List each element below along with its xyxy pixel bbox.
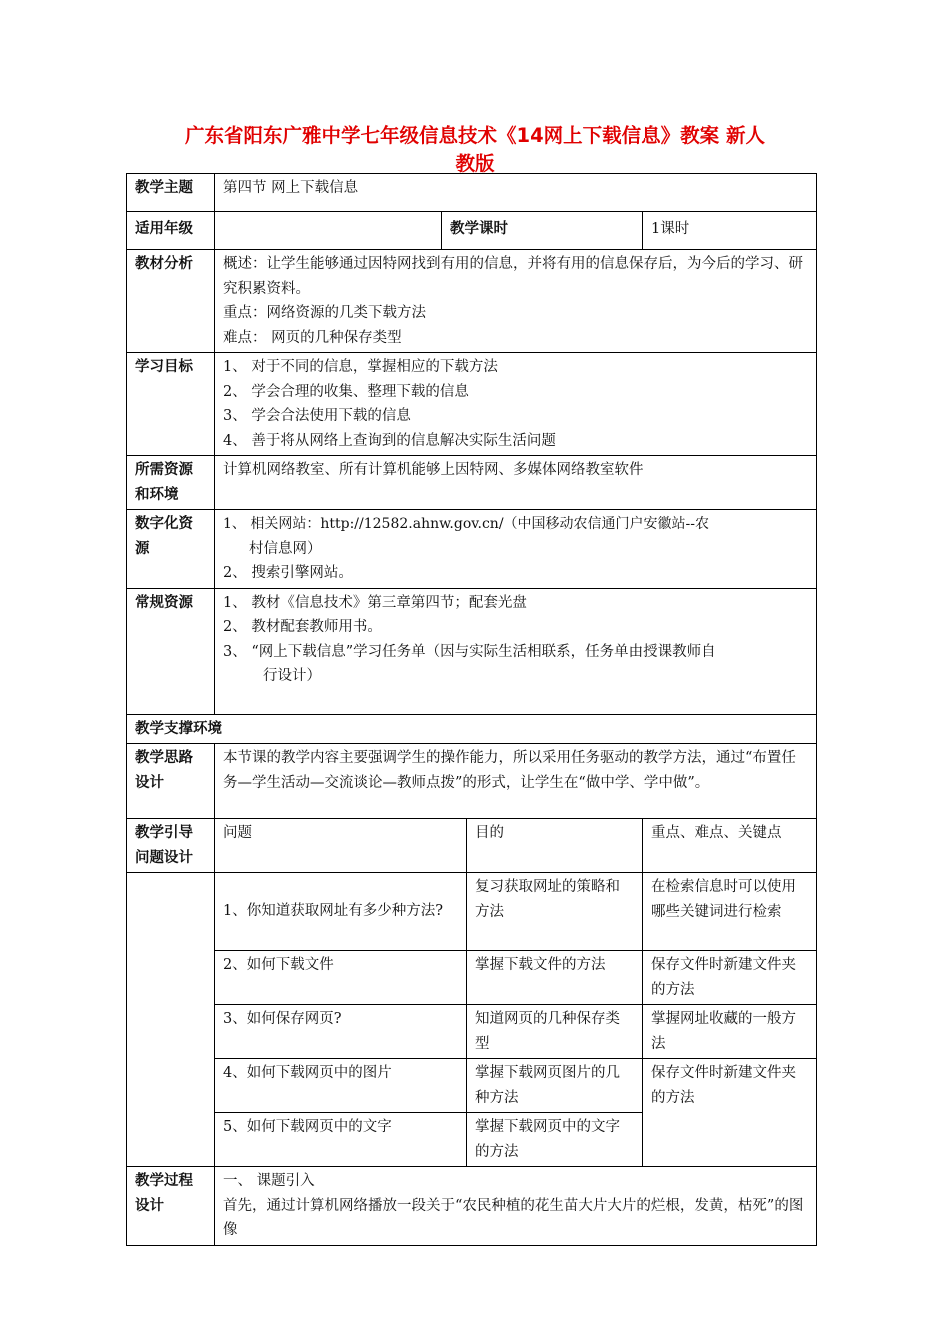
guide-question: 5、如何下载网页中的文字	[215, 1113, 467, 1167]
guide-keypoint: 保存文件时新建文件夹的方法	[643, 951, 817, 1005]
label-guide-line2: 问题设计	[135, 849, 193, 866]
row-guide-header	[127, 819, 817, 873]
regular-item-3-cont: 行设计）	[263, 668, 321, 684]
guide-header-keypoints: 重点、难点、关键点	[643, 819, 817, 873]
label-analysis: 教材分析	[127, 250, 215, 353]
document-title	[120, 122, 830, 178]
label-env-line2: 和环境	[135, 486, 179, 503]
guide-keypoint: 掌握网址收藏的一般方法	[643, 1005, 817, 1059]
row-digital	[127, 510, 817, 589]
goal-item: 4、 善于将从网络上查询到的信息解决实际生活问题	[223, 432, 556, 449]
row-goals	[127, 353, 817, 456]
digital-item-2: 2、 搜索引擎网站。	[223, 565, 353, 581]
row-support	[127, 714, 817, 744]
value-analysis	[215, 250, 817, 353]
guide-header-question: 问题	[215, 819, 467, 873]
guide-row	[127, 873, 817, 951]
guide-question: 2、如何下载文件	[215, 951, 467, 1005]
label-digital	[127, 510, 215, 589]
digital-item-1: 1、 相关网站：http://12582.ahnw.gov.cn/（中国移动农信通门户安徽站--农	[223, 516, 709, 532]
label-goals: 学习目标	[127, 353, 215, 456]
guide-header-purpose: 目的	[467, 819, 643, 873]
goal-item: 3、 学会合法使用下载的信息	[223, 408, 411, 424]
label-topic: 教学主题	[127, 174, 215, 212]
label-guide-line1: 教学引导	[135, 825, 193, 841]
analysis-overview: 概述：让学生能够通过因特网找到有用的信息，并将有用的信息保存后，为今后的学习、研究积累资料。	[223, 256, 803, 297]
value-env: 计算机网络教室、所有计算机能够上因特网、多媒体网络教室软件	[215, 456, 817, 510]
label-support: 教学支撑环境	[127, 714, 817, 744]
regular-item-2: 2、 教材配套教师用书。	[223, 619, 382, 635]
label-process-line1: 教学过程	[135, 1173, 193, 1189]
value-digital	[215, 510, 817, 589]
title-line-2: 教版	[455, 152, 495, 175]
guide-keypoint: 在检索信息时可以使用哪些关键词进行检索	[643, 873, 817, 951]
analysis-difficulty: 难点： 网页的几种保存类型	[223, 329, 402, 346]
row-analysis	[127, 250, 817, 353]
label-env	[127, 456, 215, 510]
label-hours: 教学课时	[442, 212, 643, 250]
value-process	[215, 1167, 817, 1246]
row-env	[127, 456, 817, 510]
goal-item: 2、 学会合理的收集、整理下载的信息	[223, 383, 469, 400]
process-text: 首先，通过计算机网络播放一段关于“农民种植的花生苗大片大片的烂根，发黄，枯死”的图像	[223, 1197, 804, 1238]
row-design	[127, 744, 817, 819]
label-design-line1: 教学思路	[135, 750, 193, 766]
value-grade	[215, 212, 442, 250]
guide-purpose: 掌握下载文件的方法	[467, 951, 643, 1005]
title-line-1: 广东省阳东广雅中学七年级信息技术《14网上下载信息》教案 新人	[185, 124, 765, 147]
process-step: 一、 课题引入	[223, 1173, 315, 1189]
analysis-key: 重点：网络资源的几类下载方法	[223, 305, 426, 321]
value-regular	[215, 588, 817, 714]
label-regular: 常规资源	[127, 588, 215, 714]
guide-purpose: 知道网页的几种保存类型	[467, 1005, 643, 1059]
label-guide	[127, 819, 215, 873]
guide-question: 3、如何保存网页?	[215, 1005, 467, 1059]
value-topic: 第四节 网上下载信息	[215, 174, 817, 212]
guide-question: 1、你知道获取网址有多少种方法?	[215, 873, 467, 951]
guide-purpose: 掌握下载网页图片的几种方法	[467, 1059, 643, 1113]
value-hours: 1课时	[643, 212, 817, 250]
label-process	[127, 1167, 215, 1246]
regular-item-1: 1、 教材《信息技术》第三章第四节；配套光盘	[223, 594, 527, 611]
guide-row	[127, 1005, 817, 1059]
guide-question: 4、如何下载网页中的图片	[215, 1059, 467, 1113]
label-grade: 适用年级	[127, 212, 215, 250]
goal-item: 1、 对于不同的信息，掌握相应的下载方法	[223, 359, 498, 375]
regular-item-3: 3、 “网上下载信息”学习任务单（因与实际生活相联系，任务单由授课教师自	[223, 643, 716, 660]
row-process	[127, 1167, 817, 1246]
guide-purpose: 复习获取网址的策略和方法	[467, 873, 643, 951]
guide-row	[127, 951, 817, 1005]
label-process-line2: 设计	[135, 1197, 164, 1214]
label-env-line1: 所需资源	[135, 462, 193, 478]
label-design-line2: 设计	[135, 774, 164, 791]
digital-item-1-cont: 村信息网）	[249, 540, 322, 557]
value-design: 本节课的教学内容主要强调学生的操作能力，所以采用任务驱动的教学方法，通过“布置任务—学生活动—交流谈论—教师点拨”的形式，让学生在“做中学、学中做”。	[215, 744, 817, 819]
label-guide-empty	[127, 873, 215, 1167]
guide-keypoint: 保存文件时新建文件夹的方法	[643, 1059, 817, 1167]
label-digital-line2: 源	[135, 540, 150, 557]
row-grade	[127, 212, 817, 250]
label-design	[127, 744, 215, 819]
lesson-plan-table	[126, 173, 817, 1246]
value-goals	[215, 353, 817, 456]
guide-row	[127, 1059, 817, 1113]
row-regular	[127, 588, 817, 714]
guide-purpose: 掌握下载网页中的文字的方法	[467, 1113, 643, 1167]
label-digital-line1: 数字化资	[135, 516, 193, 532]
row-topic	[127, 174, 817, 212]
